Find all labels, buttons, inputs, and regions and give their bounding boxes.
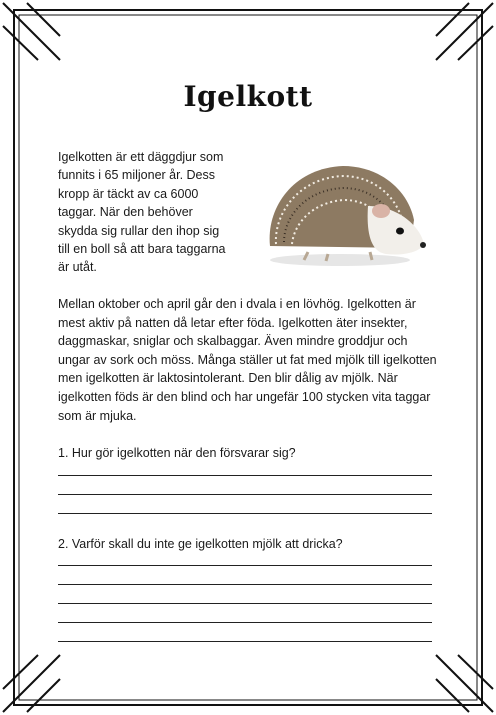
hedgehog-photo	[248, 148, 428, 268]
answer-line[interactable]	[58, 622, 432, 623]
answer-line[interactable]	[58, 565, 432, 566]
intro-paragraph: Igelkotten är ett däggdjur som funnits i 65 miljoner år. Dess kropp är täckt av ca 6000 taggar. När den behöver skydda sig rullar den ihop sig till en boll så att bara taggarna är utåt.	[58, 150, 226, 275]
answer-line[interactable]	[58, 584, 432, 585]
answer-line[interactable]	[58, 494, 432, 495]
answer-line[interactable]	[58, 603, 432, 604]
answer-line[interactable]	[58, 475, 432, 476]
question-2: 2. Varför skall du inte ge igelkotten mjölk att dricka?	[58, 537, 343, 551]
question-1: 1. Hur gör igelkotten när den försvarar sig?	[58, 446, 296, 460]
answer-line[interactable]	[58, 513, 432, 514]
answer-line[interactable]	[58, 641, 432, 642]
body-paragraph: Mellan oktober och april går den i dvala i en lövhög. Igelkotten är mest aktiv på natten då letar efter föda. Igelkotten äter insekter, daggmaskar, sniglar och skalbaggar. Även mindre groddjur och ungar av sork och möss. Många ställer ut fat med mjölk till igelkotten men igelkotten är laktosintolerant. Den blir dålig av mjölk. När igelkotten föds är den blind och har ungefär 100 stycken vita taggar som är mjuka.	[58, 297, 437, 423]
page-title: Igelkott	[183, 80, 313, 113]
